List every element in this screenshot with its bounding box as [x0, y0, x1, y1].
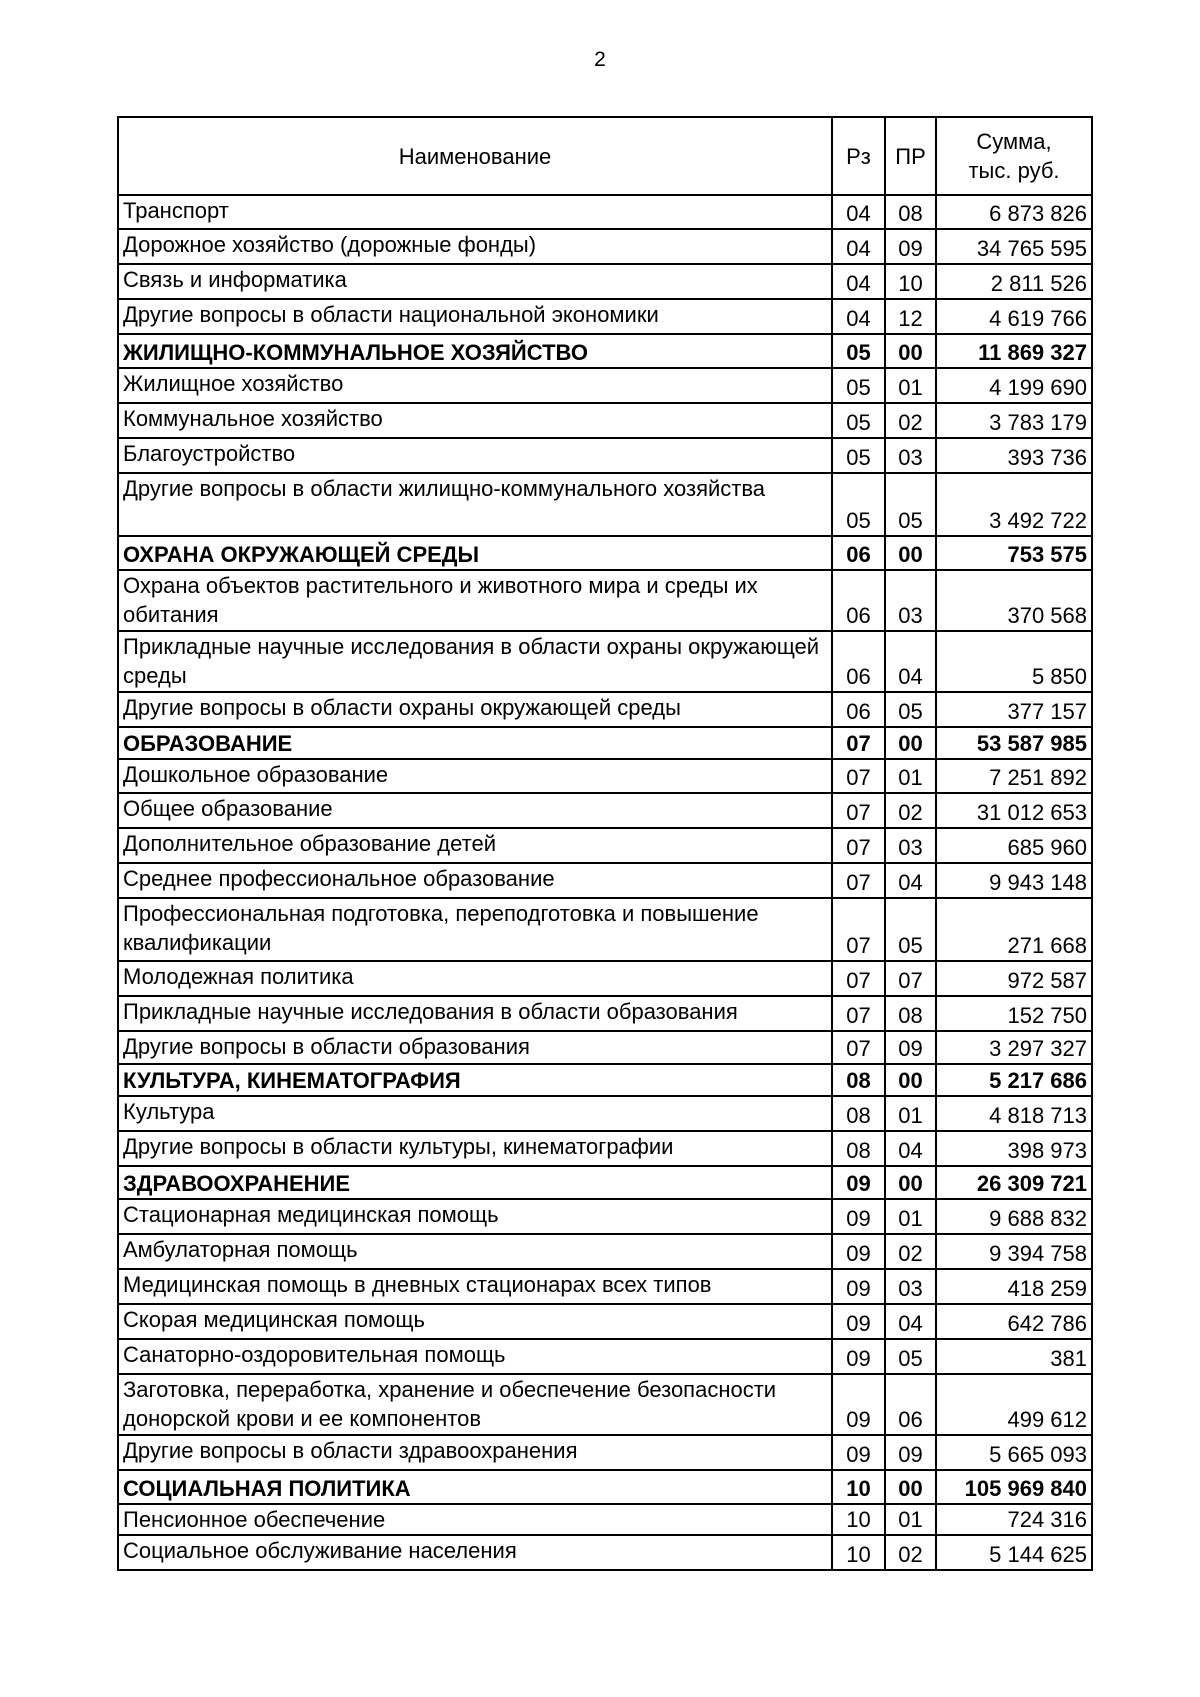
table-row — [118, 264, 1092, 299]
row-name: Дополнительное образование детей — [118, 828, 832, 863]
row-pr: 03 — [885, 1269, 936, 1304]
table-row — [118, 1339, 1092, 1374]
row-name: Коммунальное хозяйство — [118, 403, 832, 438]
row-rz: 04 — [832, 264, 885, 299]
row-pr: 03 — [885, 438, 936, 473]
row-rz: 08 — [832, 1064, 885, 1096]
row-sum: 6 873 826 — [936, 195, 1092, 229]
row-sum: 4 818 713 — [936, 1096, 1092, 1131]
row-pr: 09 — [885, 229, 936, 264]
table-row — [118, 692, 1092, 727]
table-row — [118, 438, 1092, 473]
header-sum — [936, 117, 1092, 195]
row-name: СОЦИАЛЬНАЯ ПОЛИТИКА — [118, 1470, 832, 1504]
table-row — [118, 1031, 1092, 1064]
table-row — [118, 403, 1092, 438]
row-pr: 01 — [885, 759, 936, 793]
row-pr: 03 — [885, 570, 936, 631]
row-name: Прикладные научные исследования в области охраны окружающей среды — [118, 631, 832, 692]
row-sum: 11 869 327 — [936, 334, 1092, 368]
row-sum: 105 969 840 — [936, 1470, 1092, 1504]
row-rz: 04 — [832, 299, 885, 334]
table-row — [118, 828, 1092, 863]
row-rz: 07 — [832, 759, 885, 793]
section-row — [118, 727, 1092, 759]
table-row — [118, 1304, 1092, 1339]
row-sum: 34 765 595 — [936, 229, 1092, 264]
row-rz: 06 — [832, 692, 885, 727]
row-sum: 4 199 690 — [936, 368, 1092, 403]
table-row — [118, 631, 1092, 692]
row-name: Другие вопросы в области национальной экономики — [118, 299, 832, 334]
row-sum: 499 612 — [936, 1374, 1092, 1435]
row-sum: 5 850 — [936, 631, 1092, 692]
row-name: Заготовка, переработка, хранение и обеспечение безопасности донорской крови и ее компонентов — [118, 1374, 832, 1435]
table-row — [118, 759, 1092, 793]
table-row — [118, 1199, 1092, 1234]
row-rz: 10 — [832, 1535, 885, 1570]
table-row — [118, 1535, 1092, 1570]
row-rz: 04 — [832, 229, 885, 264]
table-row — [118, 961, 1092, 996]
header-sum-line1: Сумма, — [976, 129, 1052, 154]
row-sum: 398 973 — [936, 1131, 1092, 1166]
table-row — [118, 570, 1092, 631]
row-sum: 31 012 653 — [936, 793, 1092, 828]
row-pr: 05 — [885, 1339, 936, 1374]
row-sum: 418 259 — [936, 1269, 1092, 1304]
row-rz: 08 — [832, 1131, 885, 1166]
row-rz: 06 — [832, 570, 885, 631]
row-pr: 00 — [885, 536, 936, 570]
row-name: Пенсионное обеспечение — [118, 1504, 832, 1535]
row-sum: 5 665 093 — [936, 1435, 1092, 1470]
section-row — [118, 1166, 1092, 1199]
row-name: Связь и информатика — [118, 264, 832, 299]
row-pr: 00 — [885, 334, 936, 368]
row-rz: 09 — [832, 1166, 885, 1199]
row-pr: 05 — [885, 692, 936, 727]
row-sum: 370 568 — [936, 570, 1092, 631]
row-sum: 9 943 148 — [936, 863, 1092, 898]
row-name: Дорожное хозяйство (дорожные фонды) — [118, 229, 832, 264]
header-pr: ПР — [885, 117, 936, 195]
row-sum: 3 783 179 — [936, 403, 1092, 438]
row-sum: 2 811 526 — [936, 264, 1092, 299]
table-row — [118, 1131, 1092, 1166]
row-sum: 972 587 — [936, 961, 1092, 996]
row-rz: 06 — [832, 631, 885, 692]
row-name: ЗДРАВООХРАНЕНИЕ — [118, 1166, 832, 1199]
row-sum: 53 587 985 — [936, 727, 1092, 759]
row-rz: 08 — [832, 1096, 885, 1131]
row-rz: 09 — [832, 1269, 885, 1304]
row-pr: 00 — [885, 1064, 936, 1096]
table-row — [118, 368, 1092, 403]
row-name: Молодежная политика — [118, 961, 832, 996]
row-rz: 09 — [832, 1339, 885, 1374]
section-row — [118, 536, 1092, 570]
table-row — [118, 996, 1092, 1031]
row-name: ОХРАНА ОКРУЖАЮЩЕЙ СРЕДЫ — [118, 536, 832, 570]
row-sum: 271 668 — [936, 898, 1092, 961]
row-pr: 00 — [885, 1470, 936, 1504]
row-rz: 05 — [832, 438, 885, 473]
row-name: ОБРАЗОВАНИЕ — [118, 727, 832, 759]
row-sum: 5 144 625 — [936, 1535, 1092, 1570]
row-pr: 01 — [885, 1504, 936, 1535]
row-name: Дошкольное образование — [118, 759, 832, 793]
row-pr: 08 — [885, 996, 936, 1031]
row-rz: 09 — [832, 1435, 885, 1470]
row-rz: 09 — [832, 1234, 885, 1269]
row-name: Прикладные научные исследования в области образования — [118, 996, 832, 1031]
row-pr: 09 — [885, 1435, 936, 1470]
table-row — [118, 1374, 1092, 1435]
row-sum: 724 316 — [936, 1504, 1092, 1535]
row-rz: 05 — [832, 334, 885, 368]
row-name: Другие вопросы в области здравоохранения — [118, 1435, 832, 1470]
row-rz: 05 — [832, 473, 885, 536]
row-name: Благоустройство — [118, 438, 832, 473]
row-pr: 01 — [885, 1096, 936, 1131]
row-pr: 01 — [885, 1199, 936, 1234]
row-pr: 02 — [885, 1535, 936, 1570]
section-row — [118, 1064, 1092, 1096]
row-name: Культура — [118, 1096, 832, 1131]
row-rz: 07 — [832, 727, 885, 759]
row-pr: 02 — [885, 403, 936, 438]
row-name: Другие вопросы в области жилищно-коммунального хозяйства — [118, 473, 832, 536]
row-name: Охрана объектов растительного и животного мира и среды их обитания — [118, 570, 832, 631]
row-rz: 04 — [832, 195, 885, 229]
row-sum: 377 157 — [936, 692, 1092, 727]
row-name: Социальное обслуживание населения — [118, 1535, 832, 1570]
row-pr: 04 — [885, 1304, 936, 1339]
row-pr: 00 — [885, 727, 936, 759]
section-row — [118, 334, 1092, 368]
row-sum: 26 309 721 — [936, 1166, 1092, 1199]
table-row — [118, 299, 1092, 334]
row-rz: 07 — [832, 961, 885, 996]
row-sum: 381 — [936, 1339, 1092, 1374]
row-name: Другие вопросы в области образования — [118, 1031, 832, 1064]
row-rz: 10 — [832, 1504, 885, 1535]
budget-table — [117, 116, 1093, 1571]
row-pr: 08 — [885, 195, 936, 229]
row-rz: 07 — [832, 1031, 885, 1064]
table-row — [118, 1435, 1092, 1470]
row-pr: 00 — [885, 1166, 936, 1199]
row-pr: 09 — [885, 1031, 936, 1064]
row-rz: 07 — [832, 793, 885, 828]
row-pr: 04 — [885, 863, 936, 898]
row-name: Амбулаторная помощь — [118, 1234, 832, 1269]
row-rz: 05 — [832, 403, 885, 438]
page-number: 2 — [594, 48, 606, 71]
row-sum: 642 786 — [936, 1304, 1092, 1339]
row-name: Среднее профессиональное образование — [118, 863, 832, 898]
table-row — [118, 863, 1092, 898]
row-sum: 9 394 758 — [936, 1234, 1092, 1269]
row-pr: 03 — [885, 828, 936, 863]
table-row — [118, 195, 1092, 229]
header-row — [118, 117, 1092, 195]
row-pr: 02 — [885, 793, 936, 828]
row-sum: 3 492 722 — [936, 473, 1092, 536]
row-name: Жилищное хозяйство — [118, 368, 832, 403]
row-rz: 07 — [832, 828, 885, 863]
row-name: Медицинская помощь в дневных стационарах всех типов — [118, 1269, 832, 1304]
header-name: Наименование — [118, 117, 832, 195]
row-sum: 5 217 686 — [936, 1064, 1092, 1096]
table-row — [118, 1096, 1092, 1131]
row-sum: 9 688 832 — [936, 1199, 1092, 1234]
row-pr: 05 — [885, 473, 936, 536]
row-sum: 7 251 892 — [936, 759, 1092, 793]
row-rz: 10 — [832, 1470, 885, 1504]
row-rz: 09 — [832, 1374, 885, 1435]
row-rz: 06 — [832, 536, 885, 570]
table-body — [118, 195, 1092, 1570]
row-name: Санаторно-оздоровительная помощь — [118, 1339, 832, 1374]
row-pr: 05 — [885, 898, 936, 961]
row-name: Транспорт — [118, 195, 832, 229]
table-row — [118, 898, 1092, 961]
row-sum: 152 750 — [936, 996, 1092, 1031]
row-pr: 07 — [885, 961, 936, 996]
row-rz: 07 — [832, 898, 885, 961]
table-row — [118, 229, 1092, 264]
header-rz: Рз — [832, 117, 885, 195]
table-row — [118, 793, 1092, 828]
row-pr: 12 — [885, 299, 936, 334]
row-name: КУЛЬТУРА, КИНЕМАТОГРАФИЯ — [118, 1064, 832, 1096]
row-pr: 10 — [885, 264, 936, 299]
table-row — [118, 473, 1092, 536]
row-name: ЖИЛИЩНО-КОММУНАЛЬНОЕ ХОЗЯЙСТВО — [118, 334, 832, 368]
row-pr: 01 — [885, 368, 936, 403]
row-name: Скорая медицинская помощь — [118, 1304, 832, 1339]
row-sum: 685 960 — [936, 828, 1092, 863]
row-rz: 09 — [832, 1304, 885, 1339]
row-name: Другие вопросы в области охраны окружающей среды — [118, 692, 832, 727]
table-row — [118, 1504, 1092, 1535]
header-sum-line2: тыс. руб. — [968, 158, 1060, 183]
row-sum: 3 297 327 — [936, 1031, 1092, 1064]
row-sum: 4 619 766 — [936, 299, 1092, 334]
row-name: Общее образование — [118, 793, 832, 828]
row-rz: 05 — [832, 368, 885, 403]
row-pr: 06 — [885, 1374, 936, 1435]
row-pr: 04 — [885, 1131, 936, 1166]
row-sum: 393 736 — [936, 438, 1092, 473]
table-row — [118, 1234, 1092, 1269]
row-name: Стационарная медицинская помощь — [118, 1199, 832, 1234]
row-sum: 753 575 — [936, 536, 1092, 570]
table-row — [118, 1269, 1092, 1304]
row-pr: 04 — [885, 631, 936, 692]
row-pr: 02 — [885, 1234, 936, 1269]
row-rz: 07 — [832, 996, 885, 1031]
row-rz: 09 — [832, 1199, 885, 1234]
section-row — [118, 1470, 1092, 1504]
row-rz: 07 — [832, 863, 885, 898]
row-name: Другие вопросы в области культуры, кинематографии — [118, 1131, 832, 1166]
row-name: Профессиональная подготовка, переподготовка и повышение квалификации — [118, 898, 832, 961]
